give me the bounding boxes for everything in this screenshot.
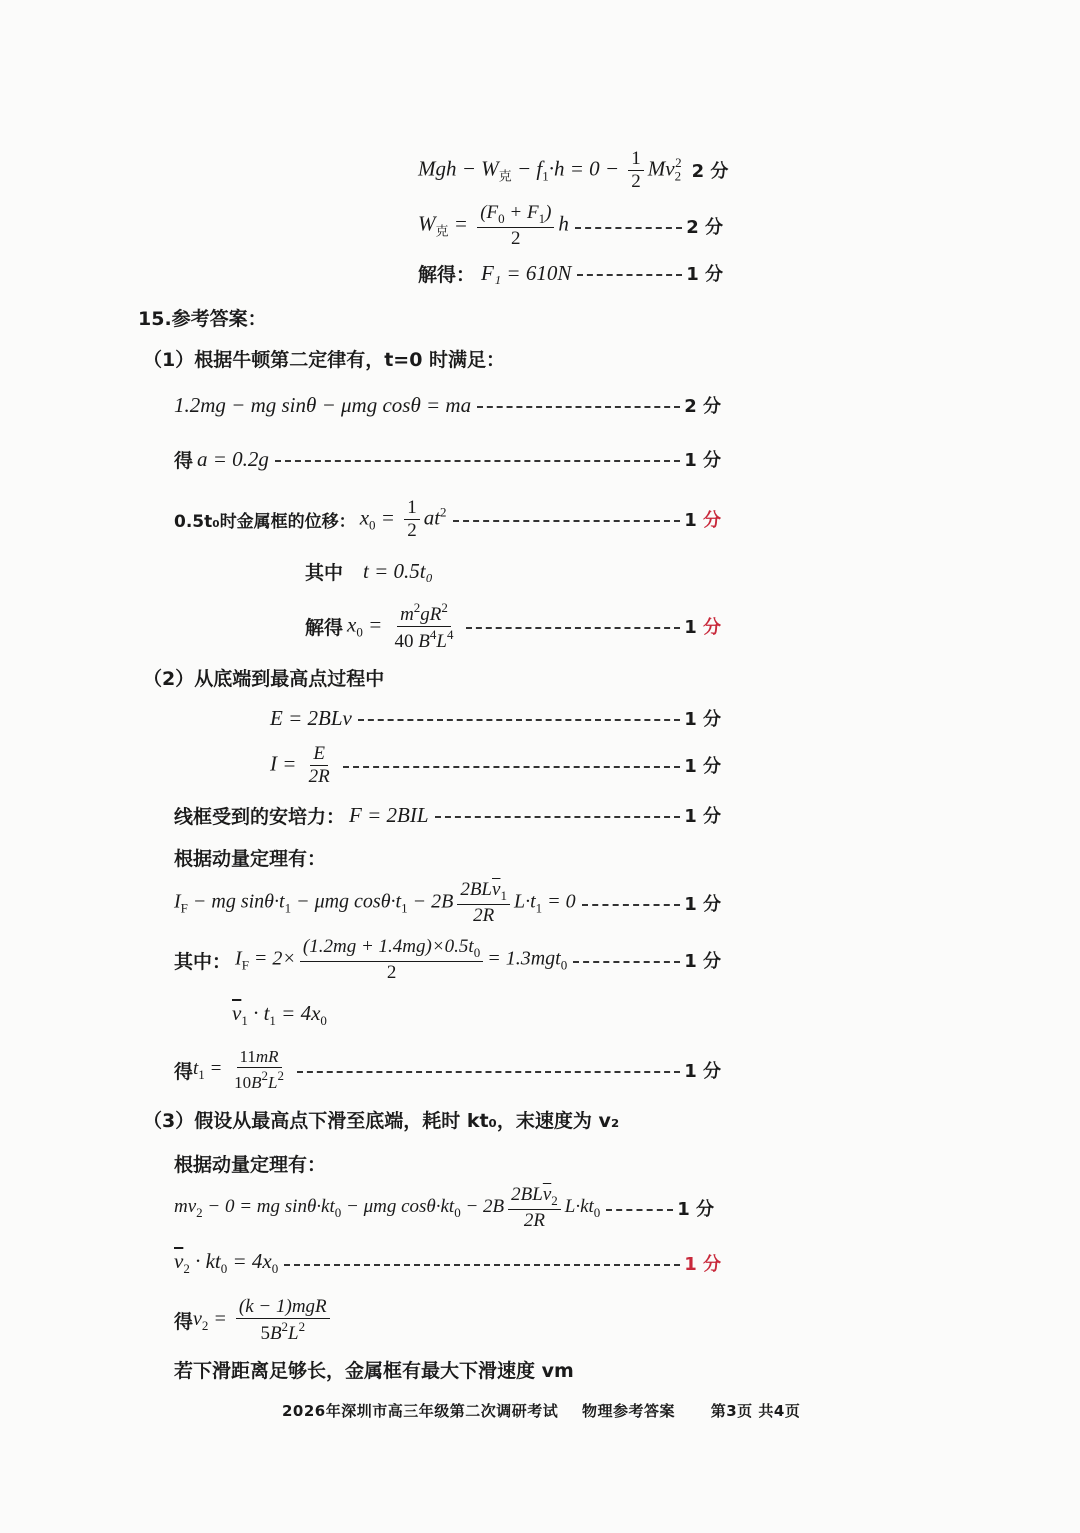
dash-leader [358,719,680,721]
equation-render: $I_F = 2\times$ $\frac{(1.2mg + 1.4mg)\times 0.5t_0}{2}$ = 1.3mgt$_0$ [235,936,568,983]
line-max-velocity [174,1354,574,1384]
part3-heading-text: （3）假设从最高点下滑至底端，耗时 kt₀，末速度为 v₂ [143,1109,620,1132]
dash-leader [466,627,680,629]
dash-leader [435,816,681,818]
equation-render: $x_0$ = $\frac{1}{2}$ $at^2$ [359,496,447,541]
lead-text: 其中 [305,561,344,584]
line-energy-equation [418,147,729,192]
line-current [270,738,721,792]
line-emf [270,703,721,733]
section-title [138,302,267,332]
score: 2 分 [691,161,729,182]
line-solve-f1 [418,258,723,288]
dash-leader [275,460,680,462]
line-where-t [305,556,433,586]
line-work-equation [418,200,723,252]
line-solve-t1 [174,1044,721,1096]
equation-render: $v_2$ = $\frac{\text{(k − 1)mgR}}{5B^2L^2}$ [193,1297,334,1344]
score: 1 分 [684,756,721,777]
dash-leader [343,766,680,768]
score: 2 分 [686,217,723,238]
lead-text: 解得： [418,263,476,286]
line-impulse-value [174,932,721,988]
footer-exam: 2026年深圳市高三年级第二次调研考试 [282,1402,559,1420]
line-momentum-theorem-2 [174,1148,326,1178]
score: 1 分 [684,450,721,471]
dash-leader [284,1264,680,1266]
score: 1 分 [677,1199,714,1220]
dash-leader [453,520,681,522]
footer-page: 第3页 共4页 [710,1402,801,1420]
score: 1 分 [684,709,721,730]
line-solve-v2 [174,1292,334,1348]
line-average-velocity [232,1000,327,1030]
lead-text: 解得 [305,616,344,639]
dash-leader [573,961,680,963]
equation: E = 2BLv [270,705,352,730]
equation: t = 0.5t₀ [363,558,433,583]
dash-leader [606,1209,673,1211]
score: 1 分 [684,894,721,915]
lead-text: 得 [174,1060,194,1083]
equation: 1.2mg − mg sinθ − μmg cosθ = ma [174,392,472,417]
dash-leader [575,227,682,229]
lead-text: 0.5t₀时金属框的位移： [174,511,356,532]
footer-subject: 物理参考答案 [581,1402,675,1420]
equation-render: $\overline{v}_1 \cdot t_1 = 4x_0$ [232,1001,327,1028]
part1-heading-text: （1）根据牛顿第二定律有，t=0 时满足： [143,348,506,371]
equation: F₁ = 610N [481,260,572,285]
lead-text: 得 [174,449,194,472]
score: 2 分 [684,396,721,417]
lead-text: 线框受到的安培力： [174,805,346,828]
equation-render: I = $\frac{E}{2R}$ [270,742,330,787]
page-footer [282,1400,800,1421]
section-title-text: 15.参考答案： [138,307,267,330]
dash-leader [477,406,680,408]
text: 根据动量定理有： [174,847,327,870]
part2-heading-text: （2）从底端到最高点过程中 [143,667,385,690]
score: 1 分 [684,1061,721,1082]
line-acceleration [174,444,721,474]
score: 1 分 [684,510,721,531]
dash-leader [582,904,681,906]
part2-heading [143,662,384,692]
score: 1 分 [684,1254,721,1275]
line-displacement [174,494,721,544]
equation-render: $x_0$ = $\frac{m^2gR^2}{40 B^4L^4}$ [347,599,454,652]
part1-heading [143,343,505,373]
text: 若下滑距离足够长，金属框有最大下滑速度 vm [174,1359,574,1382]
line-ampere-force [174,800,721,830]
lead-text: 得 [174,1310,194,1333]
line-descent-momentum [174,1180,714,1236]
part3-heading [143,1104,619,1134]
score: 1 分 [684,951,721,972]
equation-render: $mv_2 - 0$ = mg $\sin\theta\cdot kt_0 - \mu mg$ $\cos\theta\cdot kt_0 - 2B$ $\frac{2BL\overline{v}_2}{2R}$ $L\cdot kt_0$ [174,1184,601,1231]
dash-leader [577,274,682,276]
lead-text: 其中： [174,950,232,973]
equation-render: Mgh − $W_克 - f_1\cdot h = 0$ − $\frac{1}{2}$ $Mv_2^2$ [418,147,682,192]
line-newton-equation [174,390,721,420]
dash-leader [297,1071,680,1073]
equation-render: $I_F$ − mg $\sin\theta\cdot t_1 - \mu mg$ $\cos\theta\cdot t_1 - 2B$ $\frac{2BL\overline{v}_1}{2R}$ $L\cdot t_1 = 0$ [174,879,576,926]
score: 1 分 [684,617,721,638]
score: 1 分 [686,264,723,285]
equation: F = 2BIL [349,802,429,827]
equation-render: $\overline{v}_2 \cdot kt_0 = 4x_0$ [174,1249,279,1276]
score: 1 分 [684,806,721,827]
line-solve-x0 [305,600,721,652]
equation-render: $t_1$ = $\frac{11mR}{10B^2L^2}$ [193,1047,284,1092]
line-impulse-equation [174,876,721,930]
line-momentum-theorem [174,842,326,872]
equation: a = 0.2g [197,446,269,471]
equation-render: $W_克$ = $\frac{(F_0 + F_1)}{2}$ h [418,202,569,249]
text: 根据动量定理有： [174,1153,327,1176]
line-average-velocity-2 [174,1248,721,1278]
